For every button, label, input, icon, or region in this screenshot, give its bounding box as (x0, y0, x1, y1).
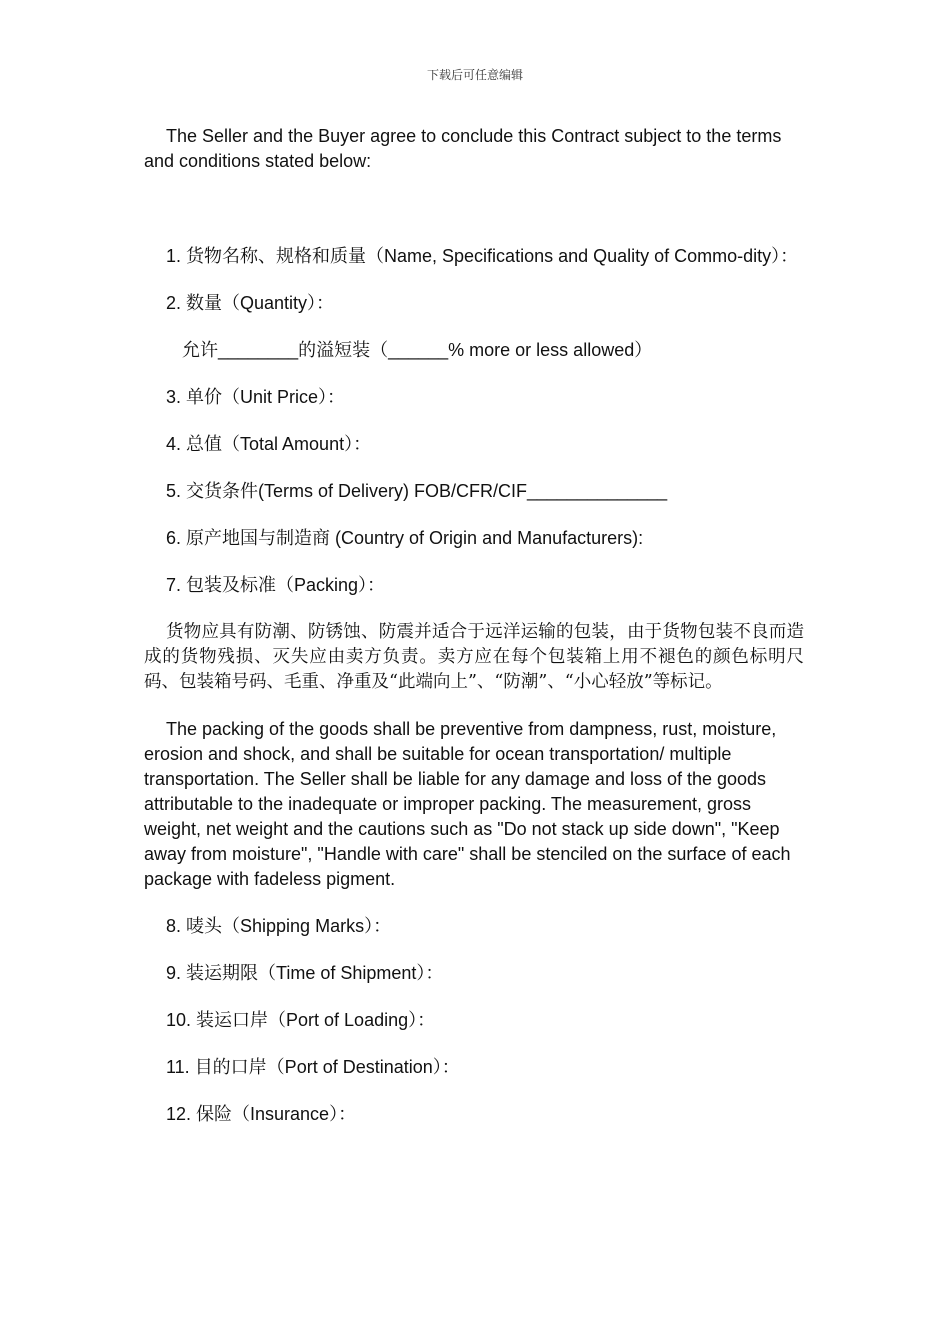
clause-port-of-loading: 10. 装运口岸（Port of Loading）： (166, 1010, 436, 1030)
contract-body (144, 124, 804, 1149)
intro-paragraph: The Seller and the Buyer agree to conclude this Contract subject to the terms and conditions stated below: (144, 126, 782, 171)
quantity-allowance: 允许________的溢短装（______% more or less allowed） (182, 340, 653, 360)
clause-insurance: 12. 保险（Insurance）： (166, 1104, 357, 1124)
page-header: 下载后可任意编辑 (426, 68, 523, 82)
packing-text-chinese: 货物应具有防潮、防锈蚀、防震并适合于远洋运输的包装，由于货物包装不良而造成的货物残损、灭失应由卖方负责。卖方应在每个包装箱上用不褪色的颜色标明尺码、包装箱号码、毛重、净重及“此端向上”、“防潮”、“小心轻放”等标记。 (144, 622, 804, 692)
clause-time-of-shipment: 9. 装运期限（Time of Shipment）： (166, 963, 444, 983)
clause-packing: 7. 包装及标准（Packing）： (166, 575, 386, 595)
clause-port-of-destination: 11. 目的口岸（Port of Destination）： (166, 1057, 460, 1077)
clause-shipping-marks: 8. 唛头（Shipping Marks）： (166, 916, 392, 936)
clause-terms-of-delivery: 5. 交货条件(Terms of Delivery) FOB/CFR/CIF______________ (166, 481, 668, 501)
clause-total-amount: 4. 总值（Total Amount）： (166, 434, 372, 454)
clause-country-of-origin: 6. 原产地国与制造商 (Country of Origin and Manufacturers): (166, 528, 644, 548)
packing-text-english: The packing of the goods shall be preventive from dampness, rust, moisture, erosion and shock, and shall be suitable for ocean transportation/ multiple transportation. The Seller shall be liable for any damage and loss of the goods attributable to the inadequate or improper packing. The measurement, gross weight, net weight and the cautions such as "Do not stack up side down", "Keep away from moisture", "Handle with care" shall be stenciled on the surface of each package with fadeless pigment. (144, 719, 791, 889)
clause-quantity: 2. 数量（Quantity）： (166, 293, 335, 313)
clause-unit-price: 3. 单价（Unit Price）： (166, 387, 346, 407)
clause-commodity: 1. 货物名称、规格和质量（Name, Specifications and Quality of Commo-dity）： (166, 246, 799, 266)
